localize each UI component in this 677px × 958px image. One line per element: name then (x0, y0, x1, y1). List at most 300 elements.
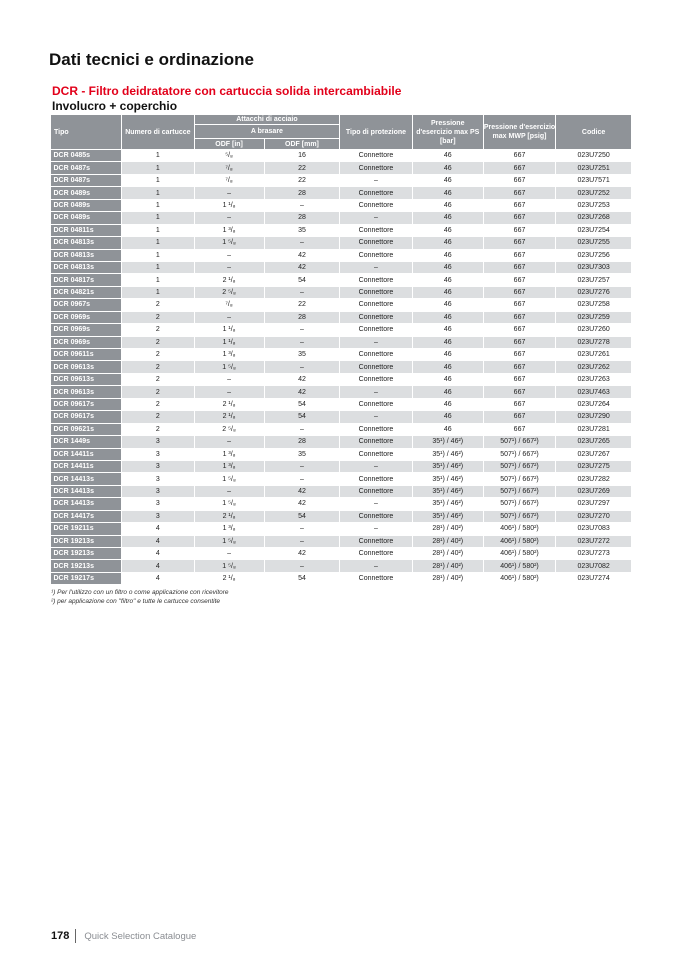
cell-odf-in: 1 ³/₈ (194, 448, 264, 460)
cell-numero-cartucce: 3 (122, 498, 194, 510)
cell-odf-mm: – (264, 286, 340, 298)
footnote-1: ¹) Per l'utilizzo con un filtro o come applicazione con ricevitore (51, 589, 229, 596)
table-row (51, 572, 632, 584)
cell-odf-in: – (194, 436, 264, 448)
cell-numero-cartucce: 2 (122, 324, 194, 336)
cell-tipo-protezione: Connettore (340, 373, 412, 385)
cell-odf-mm: 22 (264, 174, 340, 186)
cell-numero-cartucce: 2 (122, 386, 194, 398)
cell-pressione-mwp: 507¹) / 667²) (483, 448, 555, 460)
table-row (51, 187, 632, 199)
cell-odf-mm: 42 (264, 373, 340, 385)
cell-pressione-ps: 46 (412, 336, 483, 348)
cell-pressione-ps: 28¹) / 40²) (412, 572, 483, 584)
cell-odf-in: 2 ⁵/₈ (194, 286, 264, 298)
cell-odf-in: 1 ³/₈ (194, 523, 264, 535)
table-row (51, 249, 632, 261)
cell-tipo-protezione: – (340, 498, 412, 510)
table-row (51, 286, 632, 298)
table-row (51, 460, 632, 472)
table-row (51, 361, 632, 373)
cell-pressione-ps: 46 (412, 174, 483, 186)
cell-tipo-protezione: Connettore (340, 485, 412, 497)
cell-pressione-ps: 46 (412, 423, 483, 435)
cell-odf-mm: – (264, 535, 340, 547)
cell-odf-in: 1 ⁵/₈ (194, 560, 264, 572)
cell-tipo: DCR 0967s (51, 299, 122, 311)
cell-pressione-ps: 28¹) / 40²) (412, 523, 483, 535)
cell-numero-cartucce: 2 (122, 373, 194, 385)
cell-pressione-ps: 35¹) / 46²) (412, 473, 483, 485)
table-row (51, 560, 632, 572)
cell-odf-mm: – (264, 523, 340, 535)
cell-odf-in: 2 ¹/₈ (194, 411, 264, 423)
cell-pressione-ps: 35¹) / 46²) (412, 485, 483, 497)
cell-codice: 023U7276 (556, 286, 632, 298)
cell-odf-in: 1 ³/₈ (194, 349, 264, 361)
cell-pressione-ps: 46 (412, 311, 483, 323)
cell-pressione-mwp: 667 (483, 336, 555, 348)
cell-tipo: DCR 19213s (51, 535, 122, 547)
cell-pressione-ps: 46 (412, 324, 483, 336)
cell-tipo: DCR 19213s (51, 560, 122, 572)
cell-pressione-mwp: 667 (483, 249, 555, 261)
header-attacchi: Attacchi di acciaio (194, 115, 340, 125)
table-row (51, 162, 632, 174)
cell-numero-cartucce: 2 (122, 411, 194, 423)
cell-pressione-ps: 46 (412, 286, 483, 298)
cell-pressione-ps: 35¹) / 46²) (412, 510, 483, 522)
cell-codice: 023U7258 (556, 299, 632, 311)
cell-odf-mm: 35 (264, 448, 340, 460)
cell-tipo: DCR 09617s (51, 411, 122, 423)
cell-tipo-protezione: Connettore (340, 535, 412, 547)
cell-pressione-mwp: 406¹) / 580²) (483, 572, 555, 584)
page-title: Dati tecnici e ordinazione (49, 50, 254, 69)
cell-numero-cartucce: 3 (122, 448, 194, 460)
cell-odf-in: – (194, 373, 264, 385)
cell-codice: 023U7282 (556, 473, 632, 485)
cell-pressione-mwp: 667 (483, 423, 555, 435)
cell-tipo: DCR 04811s (51, 224, 122, 236)
cell-pressione-mwp: 667 (483, 237, 555, 249)
table-row (51, 523, 632, 535)
cell-pressione-mwp: 507¹) / 667²) (483, 498, 555, 510)
cell-odf-mm: 54 (264, 398, 340, 410)
cell-codice: 023U7267 (556, 448, 632, 460)
cell-odf-mm: 42 (264, 261, 340, 273)
cell-odf-in: ⁷/₈ (194, 174, 264, 186)
cell-tipo: DCR 0969s (51, 336, 122, 348)
cell-tipo-protezione: – (340, 523, 412, 535)
cell-tipo-protezione: – (340, 386, 412, 398)
table-row (51, 436, 632, 448)
table-row (51, 349, 632, 361)
header-tipo: Tipo (51, 115, 122, 150)
table-row (51, 411, 632, 423)
page-footer (51, 929, 196, 943)
cell-pressione-mwp: 667 (483, 199, 555, 211)
cell-codice: 023U7263 (556, 373, 632, 385)
table-row (51, 423, 632, 435)
header-odf-in: ODF [in] (194, 139, 264, 150)
table-row (51, 473, 632, 485)
cell-tipo-protezione: – (340, 460, 412, 472)
cell-pressione-ps: 46 (412, 224, 483, 236)
section-subheading: Involucro + coperchio (52, 99, 178, 113)
cell-codice: 023U7257 (556, 274, 632, 286)
catalogue-name: Quick Selection Catalogue (84, 930, 197, 942)
table-row (51, 448, 632, 460)
cell-odf-in: 1 ³/₈ (194, 460, 264, 472)
table-row (51, 510, 632, 522)
table-row (51, 174, 632, 186)
header-odf-mm: ODF [mm] (264, 139, 340, 150)
cell-odf-mm: 54 (264, 274, 340, 286)
cell-odf-mm: 22 (264, 162, 340, 174)
table-row (51, 150, 632, 162)
cell-odf-in: – (194, 386, 264, 398)
cell-tipo: DCR 04813s (51, 261, 122, 273)
cell-odf-in: 2 ⁵/₈ (194, 423, 264, 435)
cell-odf-in: 2 ¹/₈ (194, 274, 264, 286)
cell-numero-cartucce: 3 (122, 460, 194, 472)
cell-pressione-mwp: 667 (483, 274, 555, 286)
table-row (51, 373, 632, 385)
cell-tipo-protezione: Connettore (340, 324, 412, 336)
footnote-2: ²) per applicazione con "filtro" e tutte le cartucce consentite (51, 598, 221, 605)
cell-pressione-mwp: 507¹) / 667²) (483, 473, 555, 485)
cell-tipo-protezione: Connettore (340, 162, 412, 174)
cell-pressione-ps: 46 (412, 274, 483, 286)
cell-tipo-protezione: Connettore (340, 398, 412, 410)
cell-tipo-protezione: Connettore (340, 510, 412, 522)
cell-numero-cartucce: 1 (122, 199, 194, 211)
table-row (51, 274, 632, 286)
cell-codice: 023U7264 (556, 398, 632, 410)
cell-codice: 023U7255 (556, 237, 632, 249)
cell-tipo-protezione: Connettore (340, 572, 412, 584)
technical-data-table (50, 114, 632, 585)
cell-odf-mm: – (264, 560, 340, 572)
cell-tipo: DCR 14413s (51, 473, 122, 485)
cell-tipo-protezione: Connettore (340, 224, 412, 236)
cell-pressione-mwp: 507¹) / 667²) (483, 510, 555, 522)
cell-odf-mm: 42 (264, 386, 340, 398)
cell-pressione-mwp: 667 (483, 162, 555, 174)
cell-pressione-mwp: 667 (483, 299, 555, 311)
cell-tipo-protezione: – (340, 261, 412, 273)
cell-tipo: DCR 04813s (51, 249, 122, 261)
cell-tipo: DCR 19217s (51, 572, 122, 584)
cell-numero-cartucce: 1 (122, 150, 194, 162)
cell-tipo-protezione: – (340, 174, 412, 186)
cell-codice: 023U7260 (556, 324, 632, 336)
cell-odf-in: 2 ¹/₈ (194, 572, 264, 584)
cell-numero-cartucce: 1 (122, 249, 194, 261)
cell-odf-mm: 42 (264, 498, 340, 510)
cell-pressione-ps: 46 (412, 411, 483, 423)
cell-odf-in: – (194, 548, 264, 560)
cell-pressione-mwp: 667 (483, 311, 555, 323)
cell-odf-in: – (194, 261, 264, 273)
cell-numero-cartucce: 3 (122, 473, 194, 485)
cell-tipo: DCR 0489s (51, 187, 122, 199)
cell-pressione-mwp: 667 (483, 361, 555, 373)
cell-codice: 023U7082 (556, 560, 632, 572)
footer-divider (75, 929, 76, 943)
cell-codice: 023U7275 (556, 460, 632, 472)
cell-tipo: DCR 09617s (51, 398, 122, 410)
cell-pressione-ps: 46 (412, 398, 483, 410)
table-row (51, 324, 632, 336)
cell-codice: 023U7262 (556, 361, 632, 373)
cell-pressione-mwp: 667 (483, 373, 555, 385)
header-tipo-protezione: Tipo di protezione (340, 115, 412, 150)
cell-odf-mm: – (264, 473, 340, 485)
cell-pressione-mwp: 667 (483, 150, 555, 162)
cell-codice: 023U7259 (556, 311, 632, 323)
cell-pressione-mwp: 667 (483, 286, 555, 298)
cell-numero-cartucce: 1 (122, 261, 194, 273)
cell-odf-in: 2 ¹/₈ (194, 398, 264, 410)
cell-pressione-mwp: 667 (483, 398, 555, 410)
cell-numero-cartucce: 4 (122, 523, 194, 535)
cell-codice: 023U7256 (556, 249, 632, 261)
cell-odf-in: 1 ⁵/₈ (194, 473, 264, 485)
cell-odf-mm: – (264, 361, 340, 373)
cell-odf-in: ⁷/₈ (194, 299, 264, 311)
cell-pressione-ps: 28¹) / 40²) (412, 560, 483, 572)
cell-pressione-mwp: 667 (483, 187, 555, 199)
cell-odf-mm: – (264, 460, 340, 472)
cell-pressione-ps: 46 (412, 249, 483, 261)
cell-odf-mm: – (264, 324, 340, 336)
cell-odf-in: 1 ⁵/₈ (194, 361, 264, 373)
cell-codice: 023U7270 (556, 510, 632, 522)
cell-tipo-protezione: – (340, 411, 412, 423)
cell-odf-in: 2 ¹/₈ (194, 510, 264, 522)
cell-pressione-mwp: 667 (483, 386, 555, 398)
cell-pressione-ps: 35¹) / 46²) (412, 460, 483, 472)
cell-codice: 023U7265 (556, 436, 632, 448)
table-row (51, 535, 632, 547)
cell-pressione-ps: 46 (412, 162, 483, 174)
cell-odf-in: – (194, 249, 264, 261)
cell-odf-in: ⁵/₈ (194, 150, 264, 162)
cell-odf-mm: 16 (264, 150, 340, 162)
cell-pressione-mwp: 667 (483, 224, 555, 236)
cell-tipo-protezione: Connettore (340, 349, 412, 361)
cell-pressione-mwp: 507¹) / 667²) (483, 485, 555, 497)
cell-pressione-ps: 46 (412, 261, 483, 273)
cell-pressione-ps: 28¹) / 40²) (412, 548, 483, 560)
header-pressione-ps: Pressione d'esercizio max PS [bar] (412, 115, 483, 150)
cell-pressione-ps: 46 (412, 299, 483, 311)
cell-codice: 023U7252 (556, 187, 632, 199)
table-row (51, 212, 632, 224)
cell-pressione-mwp: 406¹) / 580²) (483, 523, 555, 535)
cell-codice: 023U7251 (556, 162, 632, 174)
cell-numero-cartucce: 2 (122, 336, 194, 348)
cell-odf-mm: – (264, 336, 340, 348)
cell-numero-cartucce: 2 (122, 349, 194, 361)
cell-numero-cartucce: 4 (122, 572, 194, 584)
cell-tipo: DCR 04813s (51, 237, 122, 249)
cell-numero-cartucce: 3 (122, 485, 194, 497)
cell-odf-mm: – (264, 237, 340, 249)
table-row (51, 398, 632, 410)
cell-pressione-mwp: 507¹) / 667²) (483, 460, 555, 472)
cell-odf-mm: – (264, 423, 340, 435)
cell-codice: 023U7274 (556, 572, 632, 584)
cell-tipo: DCR 09613s (51, 373, 122, 385)
table-row (51, 386, 632, 398)
cell-odf-in: 1 ¹/₈ (194, 324, 264, 336)
cell-tipo: DCR 14413s (51, 485, 122, 497)
cell-pressione-mwp: 667 (483, 212, 555, 224)
cell-odf-mm: 28 (264, 187, 340, 199)
cell-tipo: DCR 14411s (51, 460, 122, 472)
cell-tipo: DCR 0489s (51, 199, 122, 211)
cell-pressione-mwp: 406¹) / 580²) (483, 548, 555, 560)
cell-pressione-mwp: 667 (483, 411, 555, 423)
cell-pressione-ps: 46 (412, 361, 483, 373)
cell-tipo: DCR 04817s (51, 274, 122, 286)
cell-tipo-protezione: Connettore (340, 274, 412, 286)
cell-odf-mm: 22 (264, 299, 340, 311)
cell-tipo-protezione: – (340, 212, 412, 224)
cell-codice: 023U7261 (556, 349, 632, 361)
cell-codice: 023U7290 (556, 411, 632, 423)
cell-codice: 023U7273 (556, 548, 632, 560)
cell-pressione-ps: 46 (412, 187, 483, 199)
cell-pressione-ps: 46 (412, 349, 483, 361)
cell-numero-cartucce: 1 (122, 274, 194, 286)
cell-tipo-protezione: Connettore (340, 299, 412, 311)
cell-odf-in: 1 ⁵/₈ (194, 498, 264, 510)
cell-numero-cartucce: 2 (122, 361, 194, 373)
cell-numero-cartucce: 2 (122, 299, 194, 311)
cell-tipo-protezione: Connettore (340, 311, 412, 323)
cell-odf-mm: 35 (264, 349, 340, 361)
table-row (51, 237, 632, 249)
cell-pressione-ps: 46 (412, 373, 483, 385)
cell-numero-cartucce: 3 (122, 510, 194, 522)
cell-numero-cartucce: 2 (122, 398, 194, 410)
cell-tipo: DCR 0487s (51, 174, 122, 186)
cell-numero-cartucce: 1 (122, 286, 194, 298)
table-row (51, 498, 632, 510)
cell-pressione-mwp: 406¹) / 580²) (483, 560, 555, 572)
cell-codice: 023U7254 (556, 224, 632, 236)
table-row (51, 224, 632, 236)
cell-tipo-protezione: – (340, 336, 412, 348)
cell-tipo: DCR 09613s (51, 361, 122, 373)
cell-odf-mm: 54 (264, 510, 340, 522)
cell-tipo-protezione: Connettore (340, 448, 412, 460)
cell-numero-cartucce: 1 (122, 187, 194, 199)
cell-codice: 023U7571 (556, 174, 632, 186)
header-a-brasare: A brasare (194, 125, 340, 139)
cell-tipo-protezione: Connettore (340, 150, 412, 162)
cell-pressione-mwp: 667 (483, 349, 555, 361)
table-row (51, 485, 632, 497)
cell-pressione-ps: 46 (412, 199, 483, 211)
cell-codice: 023U7463 (556, 386, 632, 398)
cell-odf-in: 1 ³/₈ (194, 224, 264, 236)
cell-tipo: DCR 14411s (51, 448, 122, 460)
cell-tipo: DCR 14417s (51, 510, 122, 522)
cell-odf-in: ⁷/₈ (194, 162, 264, 174)
cell-odf-mm: 42 (264, 548, 340, 560)
cell-odf-in: 1 ⁵/₈ (194, 535, 264, 547)
cell-pressione-mwp: 667 (483, 261, 555, 273)
cell-pressione-mwp: 667 (483, 174, 555, 186)
cell-odf-in: 1 ¹/₈ (194, 199, 264, 211)
cell-tipo-protezione: Connettore (340, 548, 412, 560)
cell-tipo-protezione: Connettore (340, 436, 412, 448)
cell-codice: 023U7281 (556, 423, 632, 435)
cell-codice: 023U7278 (556, 336, 632, 348)
cell-odf-in: 1 ¹/₈ (194, 336, 264, 348)
cell-codice: 023U7272 (556, 535, 632, 547)
cell-codice: 023U7268 (556, 212, 632, 224)
cell-odf-mm: 35 (264, 224, 340, 236)
cell-tipo-protezione: Connettore (340, 423, 412, 435)
cell-odf-mm: 28 (264, 436, 340, 448)
cell-codice: 023U7269 (556, 485, 632, 497)
cell-codice: 023U7303 (556, 261, 632, 273)
cell-tipo-protezione: Connettore (340, 473, 412, 485)
cell-tipo-protezione: Connettore (340, 237, 412, 249)
cell-odf-in: – (194, 311, 264, 323)
cell-odf-mm: 54 (264, 572, 340, 584)
cell-numero-cartucce: 1 (122, 212, 194, 224)
cell-tipo: DCR 0485s (51, 150, 122, 162)
table-row (51, 311, 632, 323)
cell-codice: 023U7250 (556, 150, 632, 162)
cell-codice: 023U7297 (556, 498, 632, 510)
cell-tipo-protezione: Connettore (340, 187, 412, 199)
cell-pressione-ps: 35¹) / 46²) (412, 498, 483, 510)
cell-odf-in: 1 ⁵/₈ (194, 237, 264, 249)
cell-tipo-protezione: Connettore (340, 286, 412, 298)
cell-odf-mm: 42 (264, 485, 340, 497)
section-subtitle: DCR - Filtro deidratatore con cartuccia solida intercambiabile (52, 84, 402, 98)
cell-numero-cartucce: 2 (122, 423, 194, 435)
cell-numero-cartucce: 1 (122, 162, 194, 174)
cell-numero-cartucce: 4 (122, 535, 194, 547)
cell-tipo: DCR 1449s (51, 436, 122, 448)
cell-tipo: DCR 09611s (51, 349, 122, 361)
cell-pressione-mwp: 667 (483, 324, 555, 336)
cell-tipo-protezione: – (340, 560, 412, 572)
header-codice: Codice (556, 115, 632, 150)
page-number: 178 (51, 930, 70, 942)
cell-numero-cartucce: 4 (122, 548, 194, 560)
cell-tipo-protezione: Connettore (340, 199, 412, 211)
cell-pressione-ps: 46 (412, 237, 483, 249)
cell-numero-cartucce: 3 (122, 436, 194, 448)
cell-odf-mm: 28 (264, 212, 340, 224)
header-pressione-mwp: Pressione d'esercizio max MWP [psig] (483, 115, 555, 150)
table-row (51, 261, 632, 273)
cell-tipo: DCR 14413s (51, 498, 122, 510)
cell-pressione-mwp: 507¹) / 667²) (483, 436, 555, 448)
cell-tipo-protezione: Connettore (340, 249, 412, 261)
cell-pressione-ps: 28¹) / 40²) (412, 535, 483, 547)
